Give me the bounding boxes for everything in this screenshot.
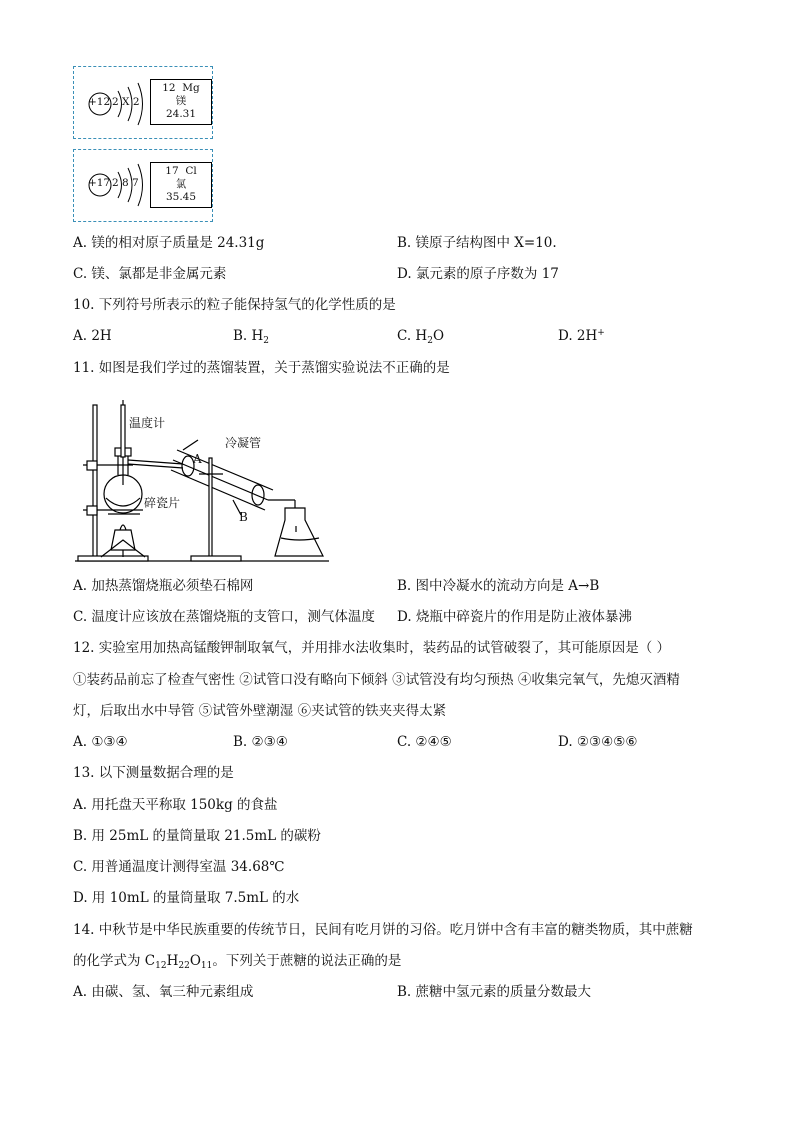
cl-symbol: Cl <box>185 165 197 177</box>
q13-option-c: C. 用普通温度计测得室温 34.68℃ <box>73 859 285 875</box>
q9-option-c: C. 镁、氯都是非金属元素 <box>73 266 227 282</box>
mg-figure-box <box>73 66 213 139</box>
cl-nucleus: +17 <box>88 177 111 189</box>
cl-figure-box <box>73 149 213 222</box>
mg-shells: 2 X 2 <box>112 96 140 108</box>
q12-reasons-line2: 灯，后取出水中导管 ⑤试管外壁潮湿 ⑥夹试管的铁夹夹得太紧 <box>73 703 447 719</box>
thermometer-label: 温度计 <box>129 416 166 430</box>
q11-option-d: D. 烧瓶中碎瓷片的作用是防止液体暴沸 <box>397 609 632 625</box>
q12-option-a: A. ①③④ <box>73 734 128 750</box>
mg-symbol: Mg <box>182 82 200 94</box>
mg-nucleus: +12 <box>88 96 111 108</box>
q14-stem: 14. 中秋节是中华民族重要的传统节日，民间有吃月饼的习俗。吃月饼中含有丰富的糖类物质，其中蔗糖 <box>73 922 693 938</box>
chips-label: 碎瓷片 <box>144 496 181 510</box>
mg-mass: 24.31 <box>165 108 197 120</box>
q12-reasons-line1: ①装药品前忘了检查气密性 ②试管口没有略向下倾斜 ③试管没有均匀预热 ④收集完氧气，先熄灭酒精 <box>73 672 680 688</box>
q12-option-b: B. ②③④ <box>233 734 288 750</box>
condenser-label: 冷凝管 <box>225 436 262 450</box>
q13-option-d: D. 用 10mL 的量筒量取 7.5mL 的水 <box>73 890 300 906</box>
q10-option-b: B. $H_2$ <box>233 328 270 346</box>
q10-option-a: A. 2H <box>73 328 112 344</box>
cl-name: 氯 <box>175 178 187 190</box>
q13-stem: 13. 以下测量数据合理的是 <box>73 765 234 781</box>
q11-option-b: B. 图中冷凝水的流动方向是 A→B <box>397 578 600 594</box>
q14-stem-line2: 的化学式为 $C_{12}H_{22}O_{11}$。下列关于蔗糖的说法正确的是 <box>73 953 402 971</box>
distillation-figure <box>73 390 333 565</box>
q14-option-b: B. 蔗糖中氢元素的质量分数最大 <box>397 984 592 1000</box>
cl-number: 17 <box>165 165 179 177</box>
q9-option-d: D. 氯元素的原子序数为 17 <box>397 266 559 282</box>
mg-number: 12 <box>162 82 176 94</box>
q14-option-a: A. 由碳、氢、氧三种元素组成 <box>73 984 254 1000</box>
distillation-apparatus-drawing <box>73 390 333 565</box>
q11-option-a: A. 加热蒸馏烧瓶必须垫石棉网 <box>73 578 254 594</box>
q13-option-a: A. 用托盘天平称取 150kg 的食盐 <box>73 797 278 813</box>
cl-mass: 35.45 <box>165 191 197 203</box>
cl-shells: 2 8 7 <box>112 177 139 189</box>
q12-option-c: C. ②④⑤ <box>397 734 452 750</box>
q11-stem: 11. 如图是我们学过的蒸馏装置，关于蒸馏实验说法不正确的是 <box>73 360 450 376</box>
q12-stem: 12. 实验室用加热高锰酸钾制取氧气，并用排水法收集时，装药品的试管破裂了，其可能原因是（ ） <box>73 640 671 656</box>
q9-option-b: B. 镁原子结构图中 X=10. <box>397 235 557 251</box>
q10-option-c: C. $H_2O$ <box>397 328 445 346</box>
label-b: B <box>239 510 248 524</box>
q13-option-b: B. 用 25mL 的量筒量取 21.5mL 的碳粉 <box>73 828 321 844</box>
mg-element-card <box>150 79 212 125</box>
label-a: A <box>193 452 202 466</box>
q10-option-d: D. 2H+ <box>558 328 605 344</box>
cl-element-card <box>150 162 212 208</box>
q9-option-a: A. 镁的相对原子质量是 24.31g <box>73 235 265 251</box>
q10-stem: 10. 下列符号所表示的粒子能保持氢气的化学性质的是 <box>73 297 396 313</box>
q11-option-c: C. 温度计应该放在蒸馏烧瓶的支管口，测气体温度 <box>73 609 375 625</box>
mg-name: 镁 <box>175 95 187 107</box>
q12-option-d: D. ②③④⑤⑥ <box>558 734 638 750</box>
